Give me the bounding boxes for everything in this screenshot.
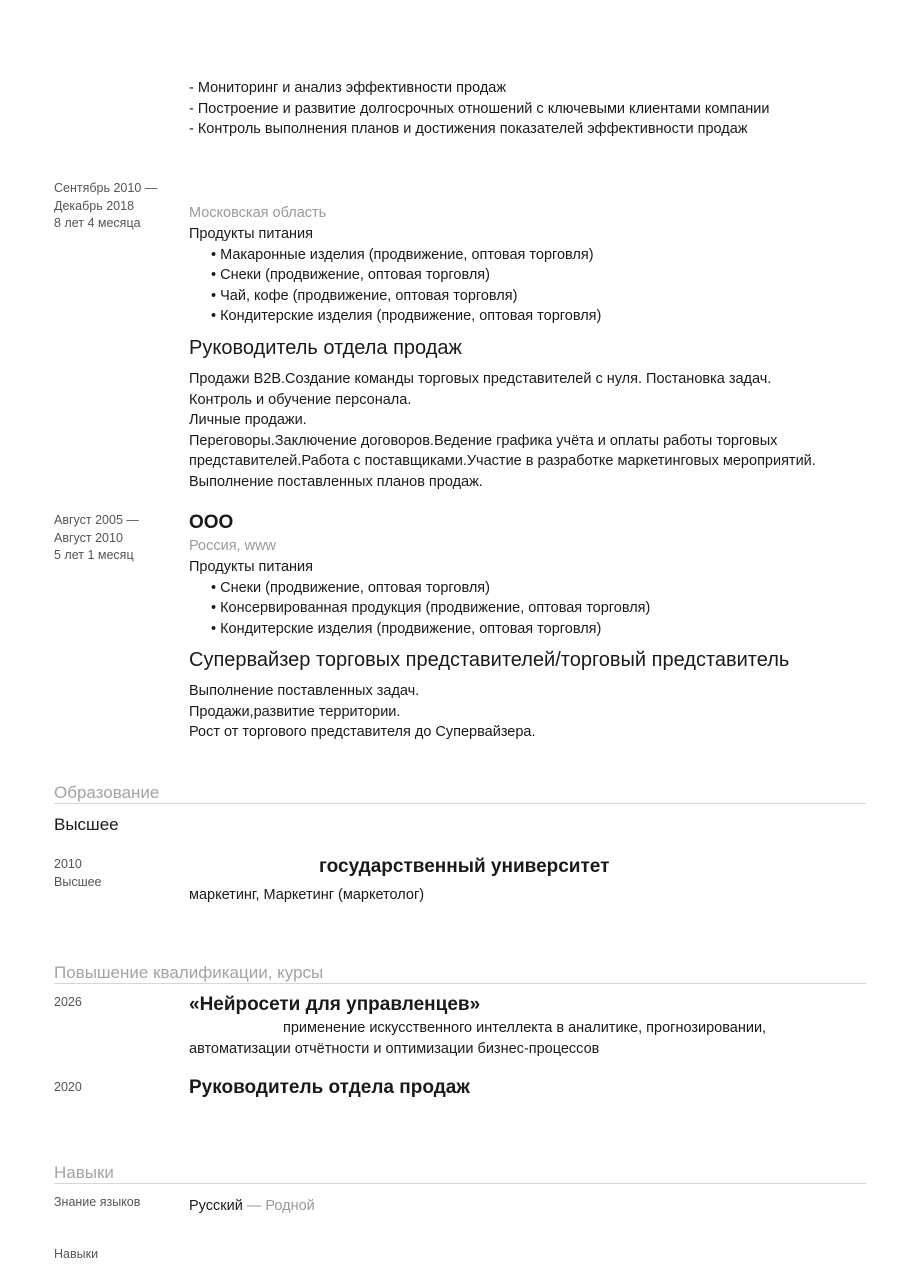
education-year: 2010 [54, 857, 82, 871]
list-item: • Чай, кофе (продвижение, оптовая торговля) [211, 286, 601, 307]
job1-description [189, 369, 816, 493]
description-line: Продажи B2B.Создание команды торговых представителей с нуля. Постановка задач. [189, 371, 772, 387]
languages-label: Знание языков [54, 1195, 141, 1209]
language-entry [189, 1196, 315, 1217]
job1-position: Руководитель отдела продаж [189, 337, 462, 359]
job1-duration: 8 лет 4 месяца [54, 216, 141, 230]
language-name: Русский [189, 1198, 243, 1214]
education-level: Высшее [54, 815, 119, 834]
job2-description [189, 681, 536, 743]
job1-industry-list [211, 245, 601, 327]
description-line: Продажи,развитие территории. [189, 703, 401, 720]
skills-label: Навыки [54, 1247, 99, 1261]
description-line: Выполнение поставленных планов продаж. [189, 473, 483, 490]
duty-line-3: - Контроль выполнения планов и достижения показателей эффективности продаж [189, 121, 748, 138]
job2-duration: 5 лет 1 месяц [54, 548, 134, 562]
course-year: 2026 [54, 995, 82, 1009]
job1-period-start: Сентябрь 2010 — [54, 181, 158, 195]
job2-period-start: Август 2005 — [54, 513, 139, 527]
list-item: • Консервированная продукция (продвижение, оптовая торговля) [211, 598, 650, 619]
education-specialty: маркетинг, Маркетинг (маркетолог) [189, 887, 425, 903]
description-line: Выполнение поставленных задач. [189, 683, 420, 699]
list-item: • Кондитерские изделия (продвижение, оптовая торговля) [211, 619, 650, 640]
description-line: Переговоры.Заключение договоров.Ведение графика учёта и оплаты работы торговых [189, 432, 778, 449]
description-line: Личные продажи. [189, 412, 307, 429]
list-item: • Кондитерские изделия (продвижение, оптовая торговля) [211, 306, 601, 327]
description-line: Контроль и обучение персонала. [189, 391, 412, 408]
courses-divider [54, 983, 866, 984]
list-item: • Снеки (продвижение, оптовая торговля) [211, 578, 650, 599]
job1-industry: Продукты питания [189, 226, 313, 242]
job2-region: Россия, www [189, 538, 277, 554]
list-item: • Макаронные изделия (продвижение, оптовая торговля) [211, 245, 601, 266]
job1-period-end: Декабрь 2018 [54, 198, 135, 213]
education-divider [54, 803, 866, 804]
skills-section-title: Навыки [54, 1163, 114, 1182]
education-year-level: Высшее [54, 874, 102, 889]
description-line: Рост от торгового представителя до Супервайзера. [189, 724, 536, 741]
course-description-line: применение искусственного интеллекта в аналитике, прогнозировании, [283, 1020, 767, 1036]
course-name: Руководитель отдела продаж [189, 1077, 470, 1098]
job2-industry-list [211, 578, 650, 640]
education-meta [54, 856, 102, 891]
education-section-title: Образование [54, 783, 160, 802]
education-institution: государственный университет [319, 856, 610, 877]
job1-region: Московская область [189, 205, 327, 221]
job2-period-end: Август 2010 [54, 530, 123, 545]
language-level: — Родной [246, 1198, 315, 1214]
job2-industry: Продукты питания [189, 559, 313, 575]
description-line: представителей.Работа с поставщиками.Участие в разработке маркетинговых мероприятий. [189, 453, 816, 470]
job1-period [54, 180, 157, 233]
skills-divider [54, 1183, 866, 1184]
course-year: 2020 [54, 1080, 82, 1094]
job2-company: ООО [189, 512, 234, 533]
courses-section-title: Повышение квалификации, курсы [54, 963, 324, 982]
job2-period [54, 512, 139, 565]
list-item: • Снеки (продвижение, оптовая торговля) [211, 265, 601, 286]
course-name: «Нейросети для управленцев» [189, 994, 481, 1015]
job2-position: Супервайзер торговых представителей/торговый представитель [189, 649, 790, 671]
duty-line-2: - Построение и развитие долгосрочных отношений с ключевыми клиентами компании [189, 100, 770, 117]
duty-line-1: - Мониторинг и анализ эффективности продаж [189, 80, 507, 96]
course-description-line: автоматизации отчётности и оптимизации бизнес-процессов [189, 1040, 600, 1057]
